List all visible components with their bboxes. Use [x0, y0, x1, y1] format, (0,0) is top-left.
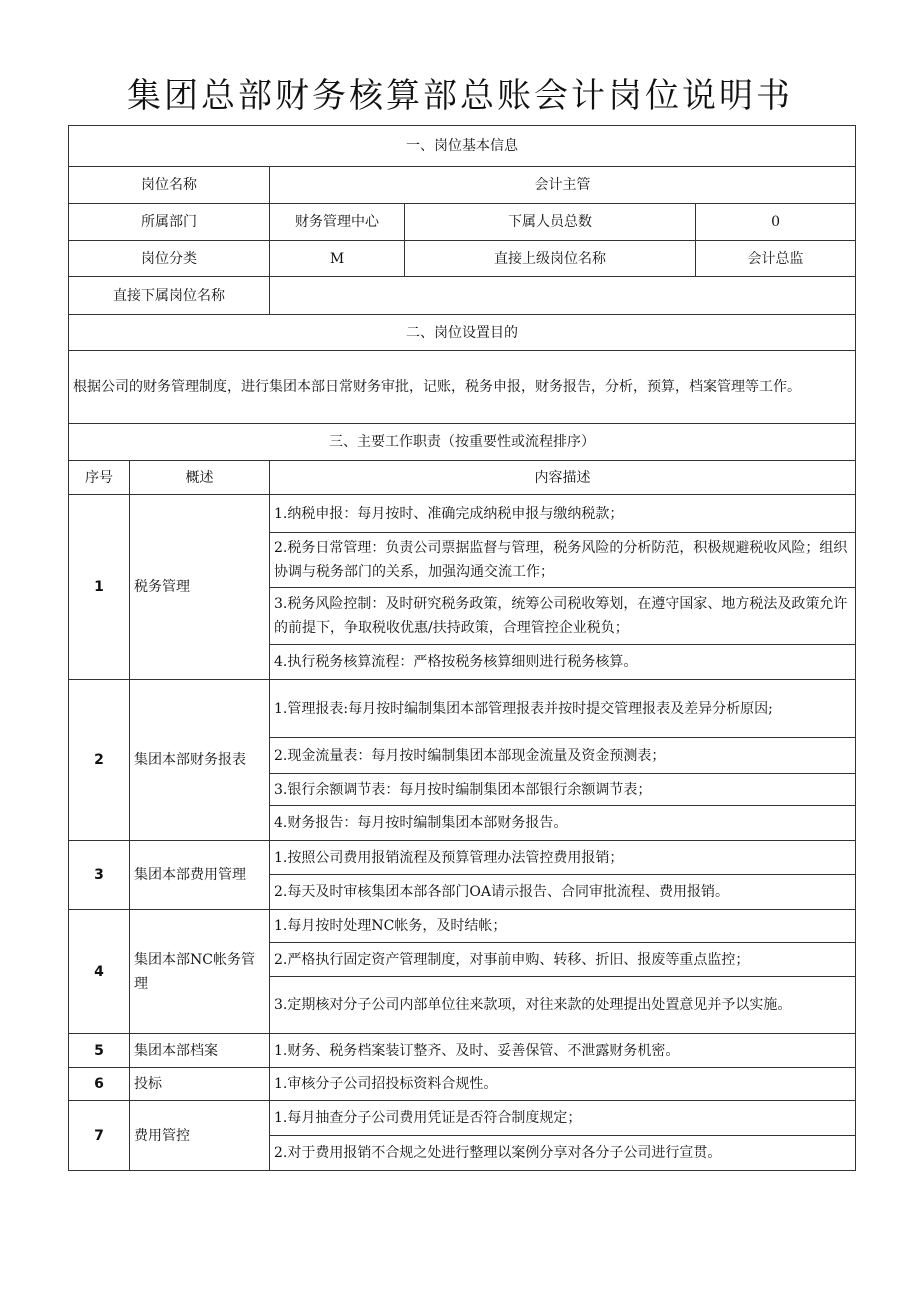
duty-summary: 集团本部费用管理: [130, 841, 270, 910]
duty-number: 2: [69, 680, 130, 841]
duty-item: 2.税务日常管理：负责公司票据监督与管理，税务风险的分析防范，积极规避税收风险；组织协调与税务部门的关系，加强沟通交流工作；: [270, 533, 856, 588]
department-value: 财务管理中心: [270, 204, 405, 241]
duty-item: 3.银行余额调节表：每月按时编制集团本部银行余额调节表；: [270, 774, 856, 806]
duty-summary: 税务管理: [130, 495, 270, 680]
duty-number: 4: [69, 910, 130, 1034]
duty-summary: 集团本部NC帐务管理: [130, 910, 270, 1034]
duty-summary: 费用管控: [130, 1101, 270, 1171]
job-description-table: [68, 125, 856, 1171]
duty-item: 1.纳税申报：每月按时、准确完成纳税申报与缴纳税款；: [270, 495, 856, 533]
duty-number: 5: [69, 1034, 130, 1068]
duty-item: 1.财务、税务档案装订整齐、及时、妥善保管、不泄露财务机密。: [270, 1034, 856, 1068]
category-value: M: [270, 241, 405, 277]
duty-item: 1.管理报表:每月按时编制集团本部管理报表并按时提交管理报表及差异分析原因;: [270, 680, 856, 738]
col-header-no: 序号: [69, 461, 130, 495]
superior-value: 会计总监: [696, 241, 856, 277]
category-label: 岗位分类: [69, 241, 270, 277]
subordinates-value: 0: [696, 204, 856, 241]
duty-item: 2.对于费用报销不合规之处进行整理以案例分享对各分子公司进行宣贯。: [270, 1136, 856, 1171]
col-header-summary: 概述: [130, 461, 270, 495]
col-header-desc: 内容描述: [270, 461, 856, 495]
table-row: [69, 841, 856, 875]
duty-item: 4.财务报告：每月按时编制集团本部财务报告。: [270, 806, 856, 841]
section2-heading: 二、岗位设置目的: [69, 315, 856, 351]
table-row: [69, 680, 856, 738]
subordinates-label: 下属人员总数: [405, 204, 696, 241]
duty-item: 3.定期核对分子公司内部单位往来款项，对往来款的处理提出处置意见并予以实施。: [270, 977, 856, 1034]
direct-sub-label: 直接下属岗位名称: [69, 277, 270, 315]
department-label: 所属部门: [69, 204, 270, 241]
duty-item: 3.税务风险控制：及时研究税务政策，统筹公司税收筹划，在遵守国家、地方税法及政策允许的前提下，争取税收优惠/扶持政策，合理管控企业税负；: [270, 588, 856, 645]
duty-number: 7: [69, 1101, 130, 1171]
document-title: 集团总部财务核算部总账会计岗位说明书: [127, 76, 793, 116]
duty-summary: 投标: [130, 1068, 270, 1101]
duty-number: 6: [69, 1068, 130, 1101]
table-row: [69, 1101, 856, 1136]
duty-item: 1.按照公司费用报销流程及预算管理办法管控费用报销；: [270, 841, 856, 875]
duty-item: 1.每月抽查分子公司费用凭证是否符合制度规定；: [270, 1101, 856, 1136]
duty-item: 2.严格执行固定资产管理制度，对事前申购、转移、折旧、报废等重点监控；: [270, 943, 856, 977]
duty-item: 1.每月按时处理NC帐务，及时结帐；: [270, 910, 856, 943]
duty-number: 3: [69, 841, 130, 910]
duty-item: 2.现金流量表：每月按时编制集团本部现金流量及资金预测表；: [270, 738, 856, 774]
section3-heading: 三、主要工作职责（按重要性或流程排序）: [69, 424, 856, 461]
duty-summary: 集团本部档案: [130, 1034, 270, 1068]
table-row: [69, 1068, 856, 1101]
duty-item: 1.审核分子公司招投标资料合规性。: [270, 1068, 856, 1101]
superior-label: 直接上级岗位名称: [405, 241, 696, 277]
position-name-value: 会计主管: [270, 167, 856, 204]
position-name-label: 岗位名称: [69, 167, 270, 204]
table-row: [69, 910, 856, 943]
duty-summary: 集团本部财务报表: [130, 680, 270, 841]
duty-item: 2.每天及时审核集团本部各部门OA请示报告、合同审批流程、费用报销。: [270, 875, 856, 910]
duty-number: 1: [69, 495, 130, 680]
table-row: [69, 1034, 856, 1068]
section1-heading: 一、岗位基本信息: [69, 126, 856, 167]
purpose-text: 根据公司的财务管理制度，进行集团本部日常财务审批，记账，税务申报，财务报告，分析，预算，档案管理等工作。: [69, 351, 856, 424]
direct-sub-value: [270, 277, 856, 315]
duty-item: 4.执行税务核算流程：严格按税务核算细则进行税务核算。: [270, 645, 856, 680]
table-row: [69, 495, 856, 533]
